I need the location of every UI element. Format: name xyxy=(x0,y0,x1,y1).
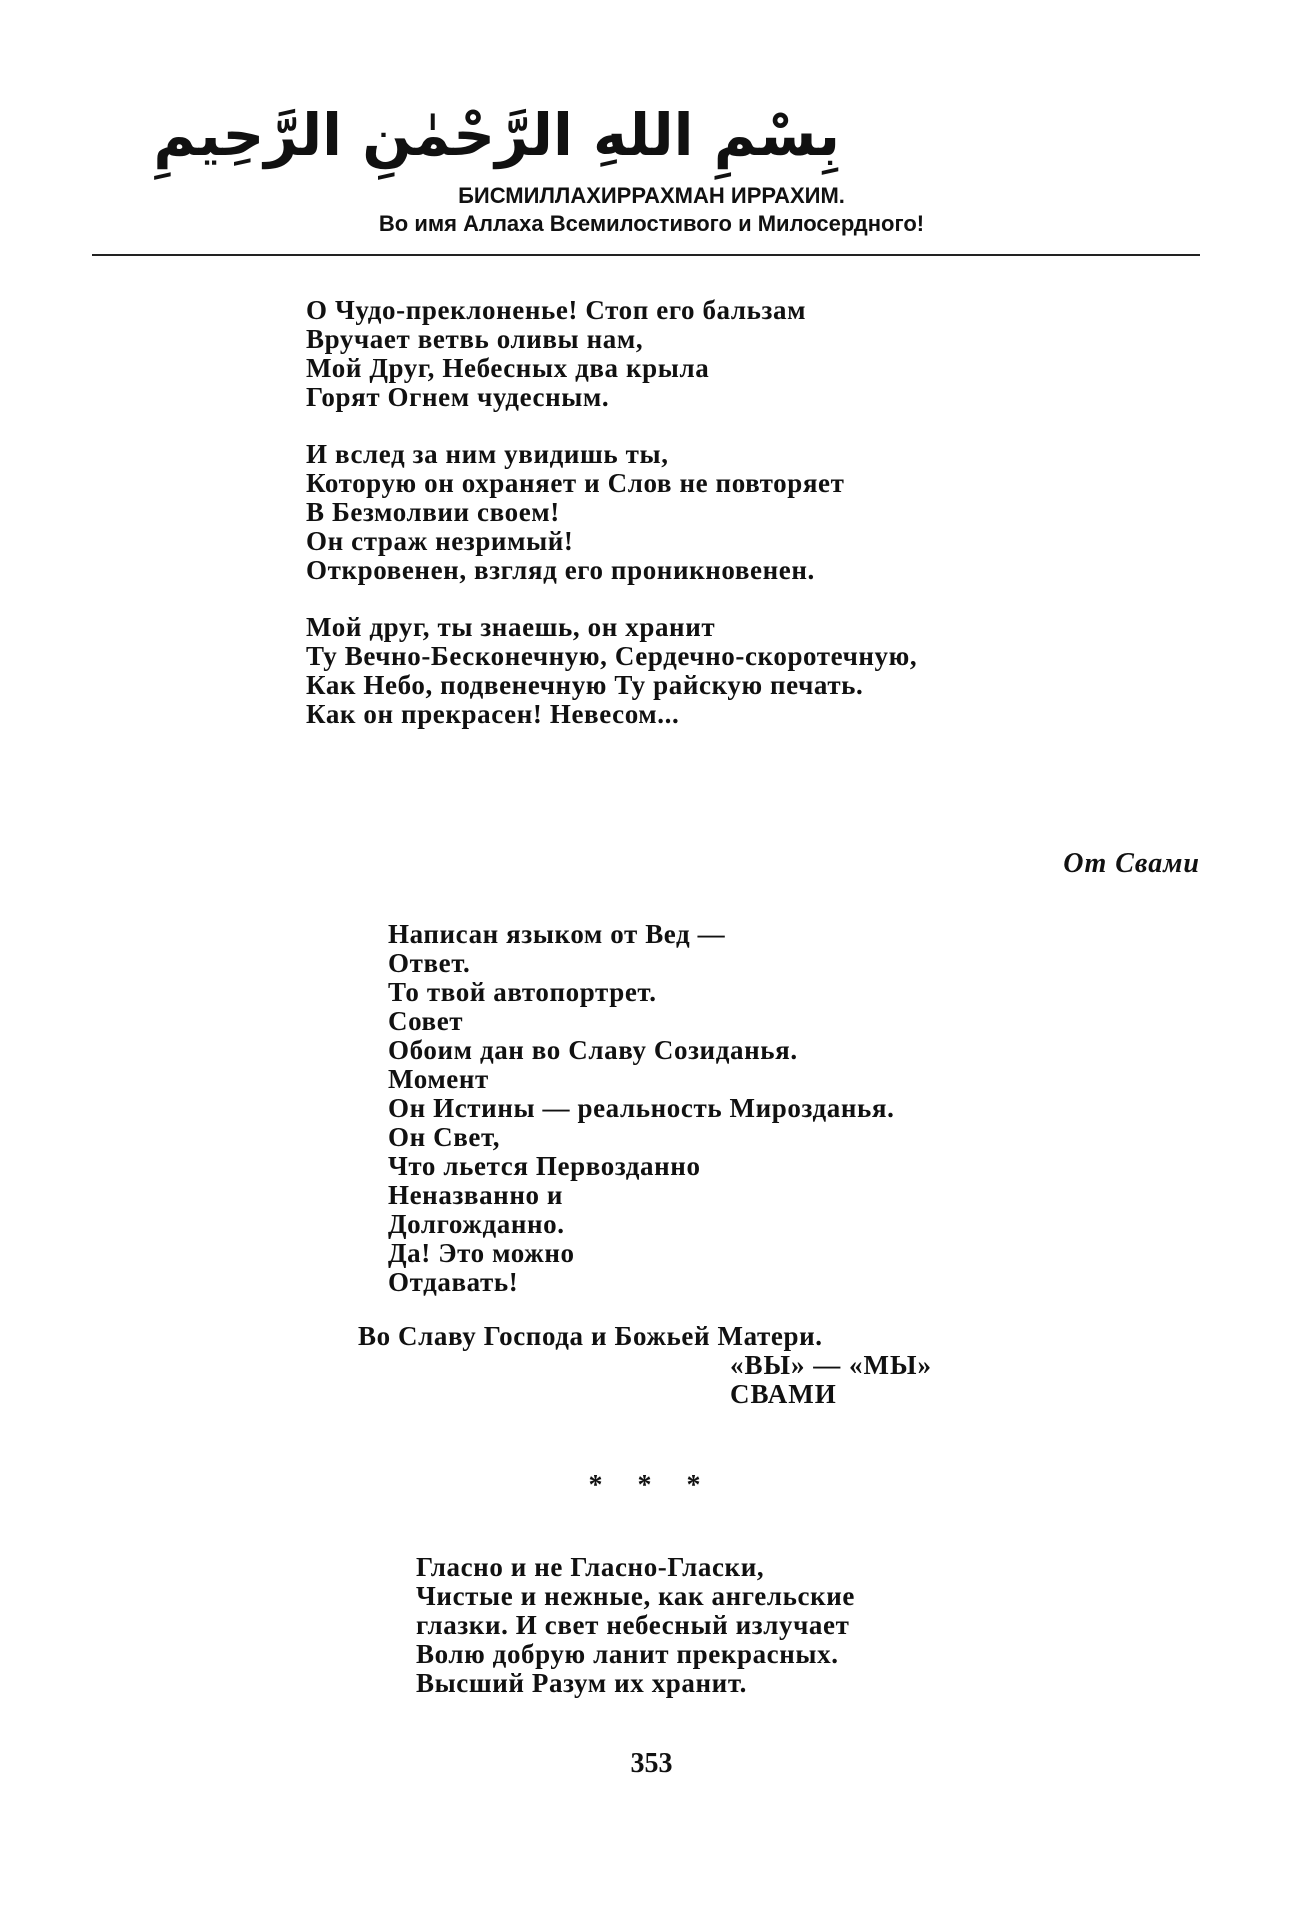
poem2-signature-line2: СВАМИ xyxy=(730,1379,837,1409)
poem-line: Он Свет, xyxy=(388,1122,501,1152)
poem-line: Откровенен, взгляд его проникновенен. xyxy=(306,555,815,585)
header-translation: Во имя Аллаха Всемилостивого и Милосердного! xyxy=(378,211,925,236)
poem-line: Он Истины — реальность Мирозданья. xyxy=(388,1093,895,1123)
poem-line: То твой автопортрет. xyxy=(388,977,657,1007)
poem1-stanza1 xyxy=(306,296,806,412)
poem-line: Да! Это можно xyxy=(388,1238,575,1268)
poem-line: О Чудо-преклоненье! Стоп его бальзам xyxy=(306,295,807,325)
header-rule xyxy=(92,254,1200,256)
poem1-stanza3 xyxy=(306,613,917,729)
poem-line: Мой Друг, Небесных два крыла xyxy=(306,353,710,383)
poem2-dedication: Во Славу Господа и Божьей Матери. xyxy=(358,1321,823,1351)
poem-line: Горят Огнем чудесным. xyxy=(306,382,610,412)
poem-line: Как Небо, подвенечную Ту райскую печать. xyxy=(306,670,864,700)
poem-line: Отдавать! xyxy=(388,1267,519,1297)
poem-line: Вручает ветвь оливы нам, xyxy=(306,324,644,354)
poem-line: Мой друг, ты знаешь, он хранит xyxy=(306,612,716,642)
poem-line: Как он прекрасен! Невесом... xyxy=(306,699,680,729)
poem-line: Ту Вечно-Бесконечную, Сердечно-скоротечную, xyxy=(306,641,918,671)
poem-line: Написан языком от Вед — xyxy=(388,919,726,949)
poem-line: Долгожданно. xyxy=(388,1209,565,1239)
poem-line: Которую он охраняет и Слов не повторяет xyxy=(306,468,845,498)
poem2 xyxy=(388,920,894,1297)
poem3 xyxy=(416,1553,855,1698)
poem1-attribution: От Свами xyxy=(1063,848,1200,879)
poem-line: глазки. И свет небесный излучает xyxy=(416,1610,850,1640)
poem-line: Чистые и нежные, как ангельские xyxy=(416,1581,855,1611)
poem-line: Волю добрую ланит прекрасных. xyxy=(416,1639,839,1669)
header-transliteration: БИСМИЛЛАХИРРАХМАН ИРРАХИМ. xyxy=(458,183,845,208)
poem-line: И вслед за ним увидишь ты, xyxy=(306,439,669,469)
poem-line: В Безмолвии своем! xyxy=(306,497,560,527)
poem-line: Ответ. xyxy=(388,948,471,978)
poem2-signature-line1: «ВЫ» — «МЫ» xyxy=(730,1350,933,1380)
poem-line: Что льется Первозданно xyxy=(388,1151,701,1181)
poem-line: Момент xyxy=(388,1064,489,1094)
poem-line: Высший Разум их хранит. xyxy=(416,1668,748,1698)
poem1-stanza2 xyxy=(306,440,845,585)
page-number: 353 xyxy=(630,1748,673,1779)
poem-line: Он страж незримый! xyxy=(306,526,574,556)
arabic-basmala: بِسْمِ اللهِ الرَّحْمٰنِ الرَّحِيمِ xyxy=(153,101,840,169)
poem-line: Неназванно и xyxy=(388,1180,564,1210)
section-separator: * * * xyxy=(588,1470,715,1501)
poem-line: Совет xyxy=(388,1006,464,1036)
poem-line: Обоим дан во Славу Созиданья. xyxy=(388,1035,798,1065)
poem-line: Гласно и не Гласно-Гласки, xyxy=(416,1552,765,1582)
